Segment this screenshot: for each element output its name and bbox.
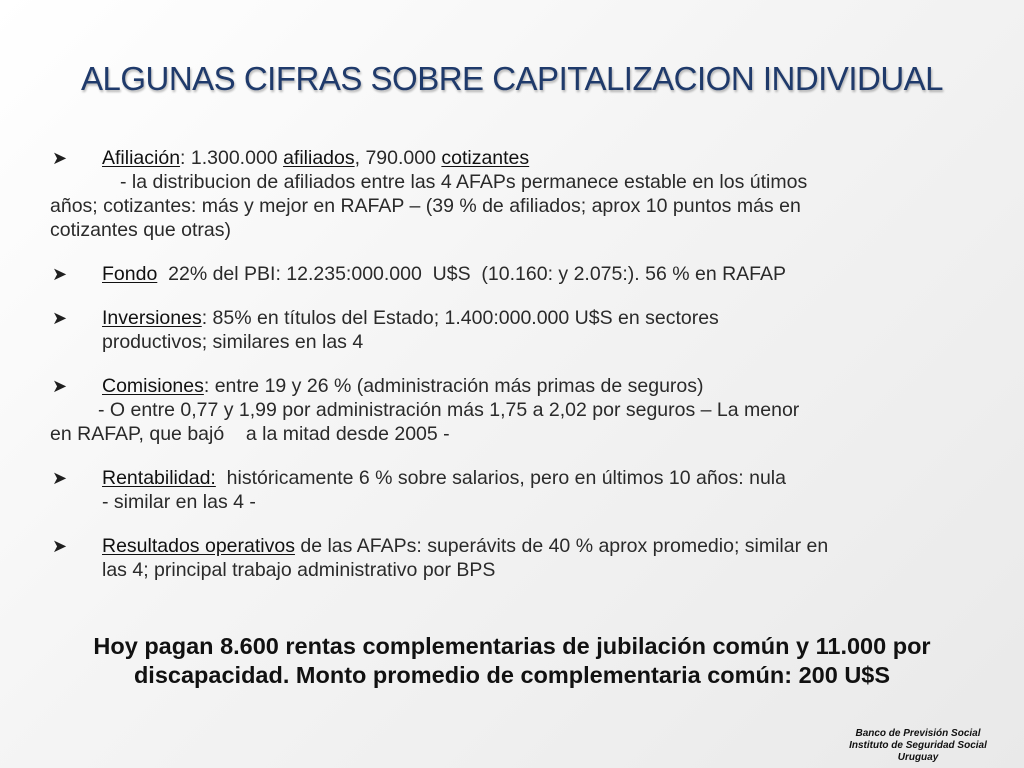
slide-content [50,146,950,582]
comisiones-detail-line: - O entre 0,77 y 1,99 por administración más 1,75 a 2,02 por seguros – La menor [98,399,800,421]
bullet-inversiones [50,306,950,330]
bullet-text: : entre 19 y 26 % (administración más primas de seguros) [203,375,704,397]
bullet-fondo [50,262,950,286]
arrowhead-bullet-icon: ➤ [52,308,68,328]
afiliacion-detail-line: cotizantes que otras) [50,219,232,241]
keyword-afiliados: afiliados [283,147,355,169]
bullet-text: : 85% en títulos del Estado; 1.400:000.000 U$S en sectores [201,307,719,329]
keyword-inversiones: Inversiones [102,307,202,329]
arrowhead-bullet-icon: ➤ [52,148,68,168]
footer-line: Instituto de Seguridad Social [849,740,987,751]
afiliacion-detail-line: años; cotizantes: más y mejor en RAFAP – (39 % de afiliados; aprox 10 puntos más en [50,195,801,217]
rentabilidad-detail-line: - similar en las 4 - [102,491,256,513]
conclusion-line: Hoy pagan 8.600 rentas complementarias de jubilación común y 11.000 por [93,633,931,659]
footer-institution [818,728,1018,764]
afiliacion-detail-line: - la distribucion de afiliados entre las 4 AFAPs permanece estable en los útimos [120,171,808,193]
bullet-text: de las AFAPs: superávits de 40 % aprox promedio; similar en [294,535,829,557]
bullet-text: 22% del PBI: 12.235:000.000 U$S (10.160: y 2.075:). 56 % en RAFAP [157,263,787,285]
bullet-rentabilidad [50,466,950,490]
bullet-text: : 1.300.000 [180,147,284,169]
keyword-fondo: Fondo [102,263,158,285]
bullet-resultados [50,534,950,558]
conclusion-text [40,632,984,690]
comisiones-detail-line: en RAFAP, que bajó a la mitad desde 2005 - [50,423,450,445]
arrowhead-bullet-icon: ➤ [52,536,68,556]
resultados-detail-line: las 4; principal trabajo administrativo por BPS [102,559,496,581]
arrowhead-bullet-icon: ➤ [52,376,68,396]
footer-line: Uruguay [897,752,939,763]
footer-line: Banco de Previsión Social [855,728,981,739]
bullet-text: , 790.000 [354,147,442,169]
conclusion-line: discapacidad. Monto promedio de complementaria común: 200 U$S [133,662,891,688]
keyword-cotizantes: cotizantes [441,147,530,169]
inversiones-detail-line: productivos; similares en las 4 [102,331,364,353]
bullet-afiliacion [50,146,950,170]
keyword-rentabilidad: Rentabilidad: [102,467,216,489]
slide-title: ALGUNAS CIFRAS SOBRE CAPITALIZACION INDIVIDUAL [80,60,944,97]
arrowhead-bullet-icon: ➤ [52,264,68,284]
bullet-comisiones [50,374,950,398]
arrowhead-bullet-icon: ➤ [52,468,68,488]
bullet-text: históricamente 6 % sobre salarios, pero en últimos 10 años: nula [215,467,786,489]
keyword-afiliacion: Afiliación [102,147,181,169]
keyword-comisiones: Comisiones [102,375,204,397]
keyword-resultados: Resultados operativos [102,535,295,557]
